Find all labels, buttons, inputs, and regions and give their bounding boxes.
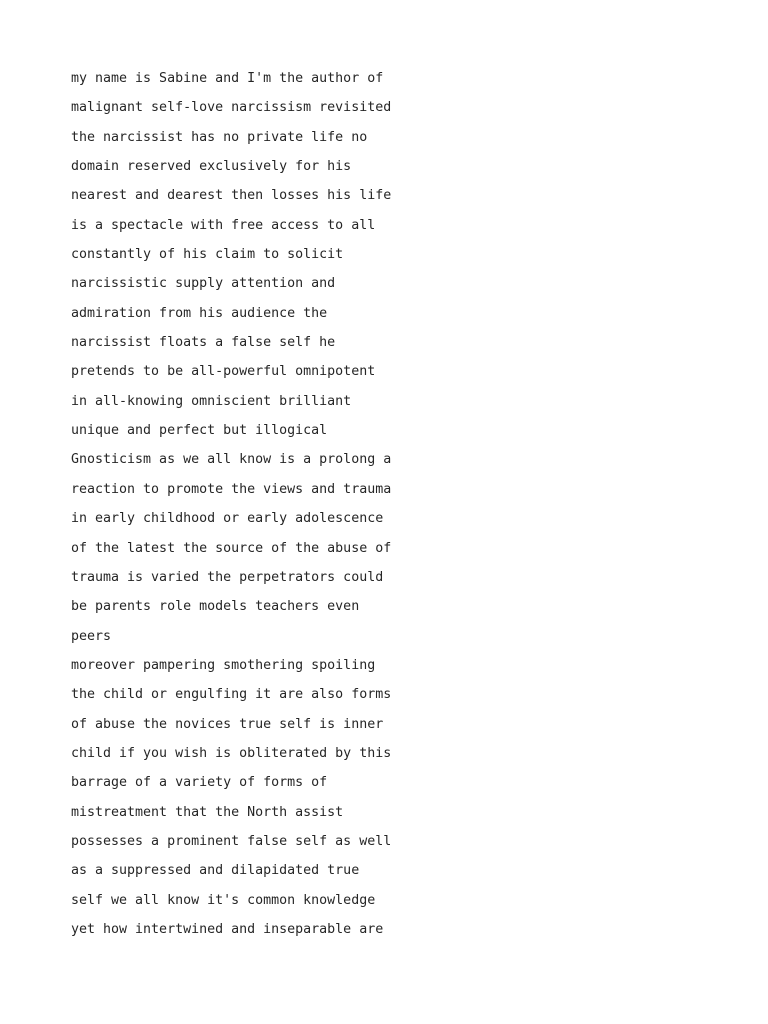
transcript-text bbox=[71, 68, 671, 948]
text-line: be parents role models teachers even bbox=[71, 599, 360, 615]
text-line: peers bbox=[71, 628, 112, 644]
text-line: Gnosticism as we all know is a prolong a bbox=[71, 452, 392, 468]
text-line: is a spectacle with free access to all bbox=[71, 217, 376, 233]
text-line: admiration from his audience the bbox=[71, 305, 328, 321]
text-line: narcissistic supply attention and bbox=[71, 276, 336, 292]
text-line: narcissist floats a false self he bbox=[71, 335, 336, 351]
text-line: reaction to promote the views and trauma bbox=[71, 481, 392, 497]
text-line: pretends to be all-powerful omnipotent bbox=[71, 364, 376, 380]
text-line: unique and perfect but illogical bbox=[71, 423, 328, 439]
text-line: trauma is varied the perpetrators could bbox=[71, 569, 384, 585]
text-line: in all-knowing omniscient brilliant bbox=[71, 393, 352, 409]
text-line: mistreatment that the North assist bbox=[71, 804, 344, 820]
text-line: moreover pampering smothering spoiling bbox=[71, 657, 376, 673]
text-line: as a suppressed and dilapidated true bbox=[71, 863, 360, 879]
text-line: barrage of a variety of forms of bbox=[71, 775, 328, 791]
text-line: yet how intertwined and inseparable are bbox=[71, 921, 384, 937]
text-line: the narcissist has no private life no bbox=[71, 129, 368, 145]
text-line: the child or engulfing it are also forms bbox=[71, 687, 392, 703]
text-line: self we all know it's common knowledge bbox=[71, 892, 376, 908]
text-line: of abuse the novices true self is inner bbox=[71, 716, 384, 732]
text-line: my name is Sabine and I'm the author of bbox=[71, 71, 384, 86]
text-line: possesses a prominent false self as well bbox=[71, 833, 392, 849]
text-line: constantly of his claim to solicit bbox=[71, 247, 344, 263]
text-line: of the latest the source of the abuse of bbox=[71, 540, 392, 556]
text-line: in early childhood or early adolescence bbox=[71, 511, 384, 527]
text-line: child if you wish is obliterated by this bbox=[71, 745, 392, 761]
text-line: malignant self-love narcissism revisited bbox=[71, 100, 392, 116]
text-line: domain reserved exclusively for his bbox=[71, 159, 352, 175]
text-line: nearest and dearest then losses his life bbox=[71, 188, 392, 204]
